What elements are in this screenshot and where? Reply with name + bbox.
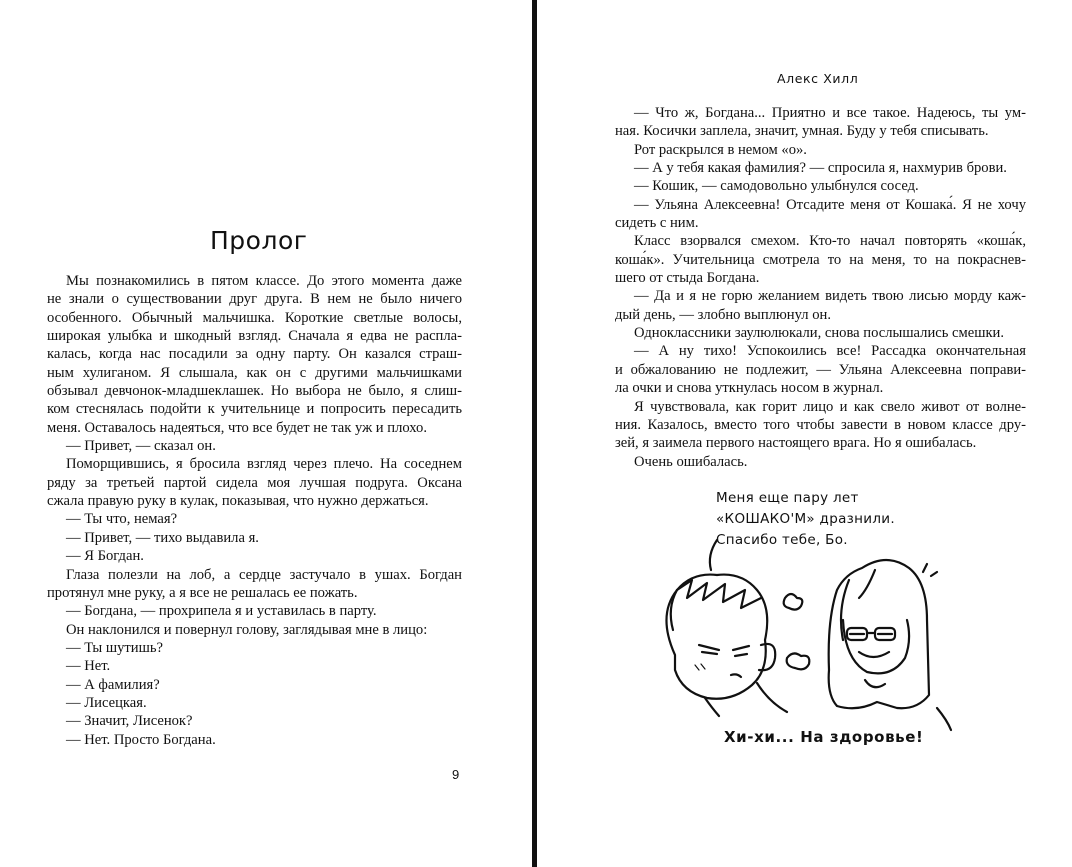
running-head-author: Алекс Хилл bbox=[777, 71, 859, 86]
text-line: — Значит, Лисенок? bbox=[66, 713, 193, 730]
text-line: — Ты шутишь? bbox=[66, 639, 163, 656]
text-line: ния. Казалось, вместо того чтобы завести в новом классе дру- bbox=[615, 416, 1026, 433]
text-line: — Привет, — тихо выдавила я. bbox=[66, 529, 259, 546]
text-line: — Ты что, немая? bbox=[66, 511, 178, 528]
text-line: ком стеснялась подойти к учительнице и попросить пересадить bbox=[47, 401, 462, 418]
illustration-caption-bottom: Хи-хи... На здоровье! bbox=[724, 728, 924, 746]
caption-line: Меня еще пару лет bbox=[716, 490, 859, 506]
text-line: — Я Богдан. bbox=[66, 548, 144, 565]
text-line: зей, я заимела первого настоящего врага. Но я ошибалась. bbox=[615, 435, 977, 452]
text-line: меня. Оставалось надеяться, что все будет не так уж и плохо. bbox=[47, 419, 427, 436]
text-line: особенного. Обычный мальчишка. Короткие светлые волосы, bbox=[47, 309, 462, 326]
text-line: — А у тебя какая фамилия? — спросила я, нахмурив брови. bbox=[634, 160, 1007, 177]
illustration bbox=[637, 480, 972, 780]
text-line: шего от стыда Богдана. bbox=[615, 270, 760, 287]
text-line: коша́к». Учительница смотрела то на меня, то на покраснев- bbox=[615, 251, 1026, 268]
caption-line: Спасибо тебе, Бо. bbox=[716, 532, 848, 548]
text-line: — А ну тихо! Успокоились все! Рассадка окончательная bbox=[634, 343, 1026, 360]
left-page-body bbox=[47, 272, 462, 749]
text-line: — Ульяна Алексеевна! Отсадите меня от Кошака́. Я не хочу bbox=[634, 196, 1026, 213]
text-line: калась, когда нас посадили за одну парту. Он казался страш- bbox=[47, 346, 462, 363]
text-line: дый день, — злобно выплюнул он. bbox=[615, 306, 831, 323]
text-line: и обжалованию не подлежит, — Ульяна Алексеевна поправи- bbox=[615, 361, 1026, 378]
text-line: ряду за третьей партой сидела моя лучшая подруга. Оксана bbox=[47, 474, 462, 491]
text-line: Мы познакомились в пятом классе. До этого момента даже bbox=[66, 273, 462, 289]
text-line: — Лисецкая. bbox=[66, 694, 147, 711]
text-line: — Кошик, — самодовольно улыбнулся сосед. bbox=[634, 178, 919, 195]
puff-small bbox=[784, 594, 803, 610]
caption-line: «КОШАКО'М» дразнили. bbox=[716, 511, 895, 527]
girl-figure bbox=[829, 560, 937, 708]
text-line: ная. Косички заплела, значит, умная. Буду у тебя списывать. bbox=[615, 123, 989, 140]
boy-figure bbox=[666, 575, 787, 716]
text-line: ным хулиганом. Я слышала, как он с другими мальчишками bbox=[47, 364, 462, 381]
text-line: Я чувствовала, как горит лицо и как свело живот от волне- bbox=[634, 398, 1026, 415]
right-page bbox=[537, 0, 1072, 867]
text-line: Очень ошибалась. bbox=[634, 453, 748, 470]
text-line: — Нет. Просто Богдана. bbox=[66, 731, 216, 748]
left-page bbox=[0, 0, 532, 867]
text-line: Глаза полезли на лоб, а сердце застучало в ушах. Богдан bbox=[66, 566, 462, 583]
text-line: — Богдана, — прохрипела я и уставилась в парту. bbox=[66, 603, 377, 620]
page-number: 9 bbox=[452, 767, 460, 782]
text-line: — Привет, — сказал он. bbox=[66, 438, 216, 455]
speech-tail-bottom bbox=[937, 708, 951, 730]
text-line: не знали о существовании друг друга. В нем не было ничего bbox=[47, 291, 462, 308]
text-line: сжала правую руку в кулак, показывая, что нужно держаться. bbox=[47, 493, 429, 510]
puff-medium bbox=[787, 653, 810, 669]
text-line: протянул мне руку, а я все не решалась ее пожать. bbox=[47, 584, 358, 601]
text-line: широкая улыбка и шкодный взгляд. Сначала я едва не распла- bbox=[47, 328, 462, 345]
text-line: — Что ж, Богдана... Приятно и все такое. Надеюсь, ты ум- bbox=[634, 105, 1026, 121]
text-line: Одноклассники заулюлюкали, снова послышались смешки. bbox=[634, 325, 1005, 342]
text-line: сидеть с ним. bbox=[615, 215, 699, 232]
chapter-title: Пролог bbox=[210, 226, 308, 255]
text-line: Класс взорвался смехом. Кто-то начал повторять «коша́к, bbox=[634, 233, 1026, 250]
text-line: Поморщившись, я бросила взгляд через плечо. На соседнем bbox=[66, 456, 462, 473]
text-line: ла очки и снова уткнулась носом в журнал. bbox=[615, 380, 884, 397]
text-line: Рот раскрылся в немом «о». bbox=[634, 141, 807, 158]
text-line: — А фамилия? bbox=[66, 676, 160, 693]
text-line: — Нет. bbox=[66, 658, 111, 675]
right-page-body bbox=[615, 104, 1026, 471]
text-line: обзывал девчонок-младшеклашек. Но выбора не было, я слиш- bbox=[47, 383, 462, 400]
text-line: Он наклонился и повернул голову, заглядывая мне в лицо: bbox=[66, 621, 428, 638]
illustration-caption-top bbox=[716, 488, 895, 551]
text-line: — Да и я не горю желанием видеть твою лисью морду каж- bbox=[634, 288, 1026, 305]
